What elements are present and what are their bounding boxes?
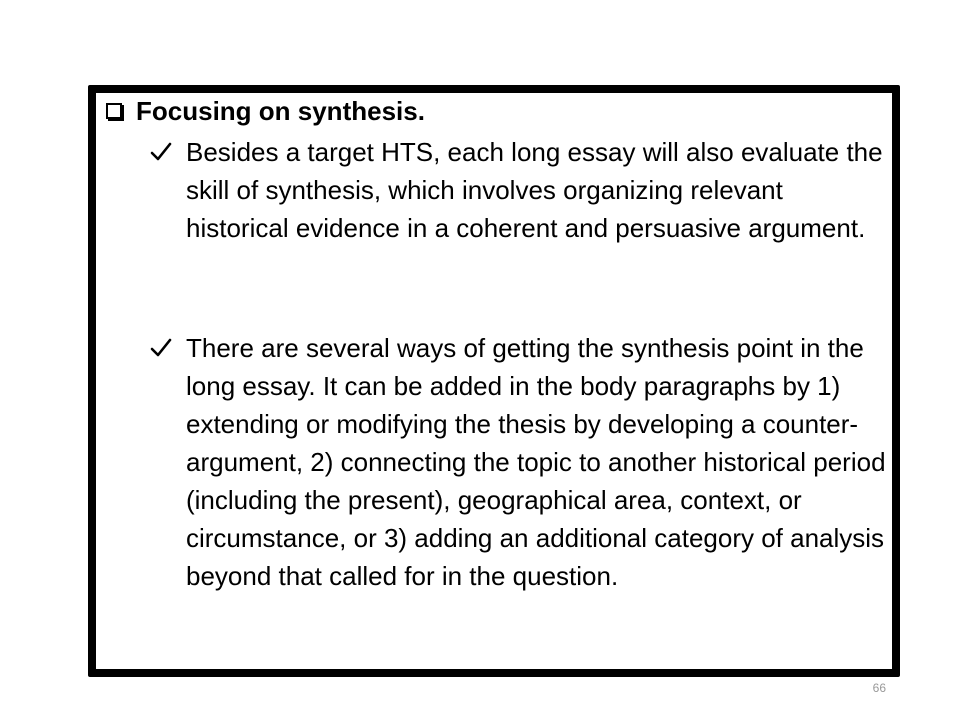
list-item bbox=[150, 329, 886, 595]
square-bullet-icon bbox=[106, 103, 122, 119]
checkmark-icon bbox=[150, 329, 176, 367]
bullet-text-synthesis-ways: There are several ways of getting the synthesis point in the long essay. It can be added in the body paragraphs by 1) extending or modifying the thesis by developing a counter-argument, 2) connecting the topic to another historical period (including the present), geographical area, context, or circumstance, or 3) adding an additional category of analysis beyond that called for in the question. bbox=[186, 333, 886, 591]
list-item bbox=[150, 133, 886, 247]
checkmark-icon bbox=[150, 133, 176, 171]
bullet-text-synthesis-skill: Besides a target HTS, each long essay will also evaluate the skill of synthesis, which involves organizing relevant historical evidence in a coherent and persuasive argument. bbox=[186, 137, 883, 243]
heading-row bbox=[104, 94, 425, 128]
slide-heading: Focusing on synthesis. bbox=[136, 96, 425, 126]
page-number: 66 bbox=[872, 681, 886, 695]
